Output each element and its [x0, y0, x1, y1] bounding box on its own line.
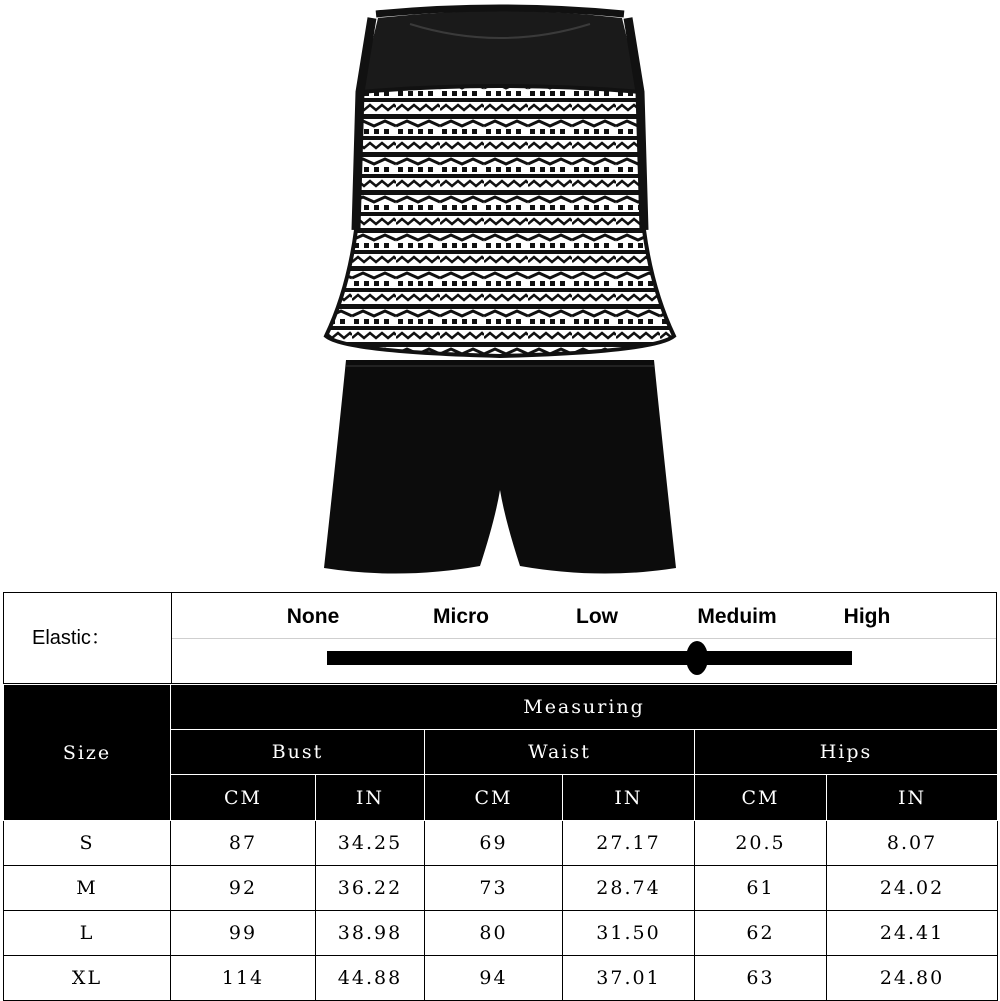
elastic-level-low: Low: [576, 605, 618, 628]
unit-header: CM: [695, 775, 827, 821]
size-cell: S: [4, 821, 171, 866]
elastic-label: Elastic：: [4, 593, 172, 683]
hips-header: Hips: [695, 730, 998, 775]
value-cell: 24.41: [827, 911, 998, 956]
table-row: [4, 956, 998, 1001]
table-row: [4, 821, 998, 866]
waist-header: Waist: [425, 730, 695, 775]
value-cell: 24.80: [827, 956, 998, 1001]
value-cell: 80: [425, 911, 563, 956]
elastic-levels: [172, 593, 996, 639]
value-cell: 28.74: [563, 866, 695, 911]
value-cell: 73: [425, 866, 563, 911]
value-cell: 63: [695, 956, 827, 1001]
value-cell: 87: [171, 821, 316, 866]
size-chart-table: [3, 684, 998, 1001]
bust-header: Bust: [171, 730, 425, 775]
elastic-scale-marker: [686, 641, 708, 675]
unit-header: CM: [171, 775, 316, 821]
value-cell: 24.02: [827, 866, 998, 911]
value-cell: 92: [171, 866, 316, 911]
value-cell: 27.17: [563, 821, 695, 866]
value-cell: 36.22: [316, 866, 425, 911]
size-header: Size: [4, 685, 171, 821]
tankini-top: [326, 8, 674, 356]
value-cell: 114: [171, 956, 316, 1001]
value-cell: 20.5: [695, 821, 827, 866]
table-header-row: [4, 685, 998, 730]
value-cell: 94: [425, 956, 563, 1001]
value-cell: 34.25: [316, 821, 425, 866]
value-cell: 38.98: [316, 911, 425, 956]
elastic-level-none: None: [286, 605, 340, 628]
value-cell: 99: [171, 911, 316, 956]
elastic-scale-bar: [327, 651, 852, 665]
value-cell: 37.01: [563, 956, 695, 1001]
measuring-header: Measuring: [171, 685, 998, 730]
value-cell: 8.07: [827, 821, 998, 866]
unit-header: IN: [563, 775, 695, 821]
elastic-panel: [3, 592, 997, 684]
table-row: [4, 866, 998, 911]
value-cell: 61: [695, 866, 827, 911]
elastic-level-high: High: [843, 605, 891, 628]
size-cell: M: [4, 866, 171, 911]
size-cell: L: [4, 911, 171, 956]
unit-header: IN: [827, 775, 998, 821]
unit-header: IN: [316, 775, 425, 821]
value-cell: 31.50: [563, 911, 695, 956]
value-cell: 44.88: [316, 956, 425, 1001]
unit-header: CM: [425, 775, 563, 821]
size-cell: XL: [4, 956, 171, 1001]
value-cell: 69: [425, 821, 563, 866]
boyshort-bottom: [324, 360, 676, 574]
elastic-level-medium: Meduim: [697, 605, 777, 628]
elastic-level-micro: Micro: [432, 605, 490, 628]
table-row: [4, 911, 998, 956]
value-cell: 62: [695, 911, 827, 956]
